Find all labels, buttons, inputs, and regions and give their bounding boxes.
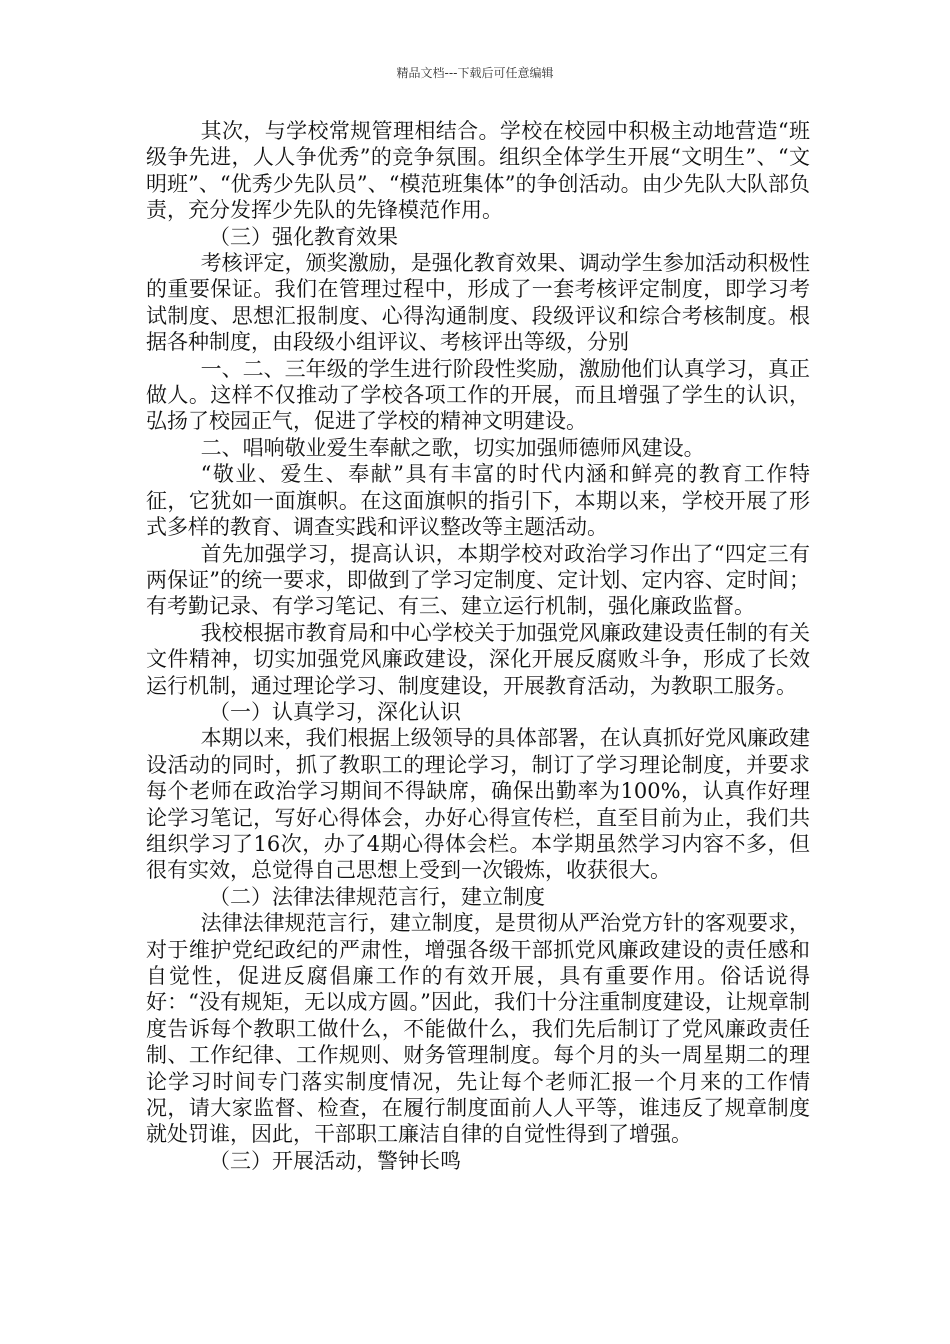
paragraph: 我校根据市教育局和中心学校关于加强党风廉政建设责任制的有关文件精神，切实加强党风廉政建设，深化开展反腐败斗争，形成了长效运行机制，通过理论学习、制度建设，开展教育活动，为教职工服务。 <box>146 620 810 698</box>
paragraph: 一、二、三年级的学生进行阶段性奖励，激励他们认真学习，真正做人。这样不仅推动了学校各项工作的开展，而且增强了学生的认识，弘扬了校园正气，促进了学校的精神文明建设。 <box>146 356 810 434</box>
section-heading: （二）法律法律规范言行，建立制度 <box>209 884 545 909</box>
section-heading: （一）认真学习，深化认识 <box>209 699 461 724</box>
paragraph: 其次，与学校常规管理相结合。学校在校园中积极主动地营造“班级争先进，人人争优秀”的竞争氛围。组织全体学生开展“文明生”、“文明班”、“优秀少先队员”、“模范班集体”的争创活动。由少先队大队部负责，充分发挥少先队的先锋模范作用。 <box>146 119 810 223</box>
document-body <box>146 118 810 1174</box>
section-heading: （三）强化教育效果 <box>209 224 398 249</box>
paragraph: 法律法律规范言行，建立制度，是贯彻从严治党方针的客观要求，对于维护党纪政纪的严肃性，增强各级干部抓党风廉政建设的责任感和自觉性，促进反腐倡廉工作的有效开展，具有重要作用。俗话说得好：“没有规矩，无以成方圆。”因此，我们十分注重制度建设，让规章制度告诉每个教职工做什么，不能做什么，我们先后制订了党风廉政责任制、工作纪律、工作规则、财务管理制度。每个月的头一周星期二的理论学习时间专门落实制度情况，先让每个老师汇报一个月来的工作情况，请大家监督、检查，在履行制度面前人人平等，谁违反了规章制度就处罚谁，因此，干部职工廉洁自律的自觉性得到了增强。 <box>146 911 810 1147</box>
section-heading: （三）开展活动，警钟长鸣 <box>209 1148 461 1173</box>
page-header: 精品文档---下载后可任意编辑 <box>396 66 554 80</box>
paragraph: 首先加强学习，提高认识，本期学校对政治学习作出了“四定三有两保证”的统一要求，即做到了学习定制度、定计划、定内容、定时间；有考勤记录、有学习笔记、有三、建立运行机制，强化廉政监督。 <box>146 541 810 619</box>
paragraph: 本期以来，我们根据上级领导的具体部署，在认真抓好党风廉政建设活动的同时，抓了教职工的理论学习，制订了学习理论制度，并要求每个老师在政治学习期间不得缺席，确保出勤率为100%，认真作好理论学习笔记，写好心得体会，办好心得宣传栏，直至目前为止，我们共组织学习了16次，办了4期心得体会栏。本学期虽然学习内容不多，但很有实效，总觉得自己思想上受到一次锻炼，收获很大。 <box>146 726 810 883</box>
paragraph: 考核评定，颁奖激励，是强化教育效果、调动学生参加活动积极性的重要保证。我们在管理过程中，形成了一套考核评定制度，即学习考试制度、思想汇报制度、心得沟通制度、段级评议和综合考核制度。根据各种制度，由段级小组评议、考核评出等级，分别 <box>146 251 810 355</box>
paragraph: “敬业、爱生、奉献”具有丰富的时代内涵和鲜亮的教育工作特征，它犹如一面旗帜。在这面旗帜的指引下，本期以来，学校开展了形式多样的教育、调查实践和评议整改等主题活动。 <box>146 462 810 540</box>
section-heading: 二、唱响敬业爱生奉献之歌，切实加强师德师风建设。 <box>200 435 705 460</box>
